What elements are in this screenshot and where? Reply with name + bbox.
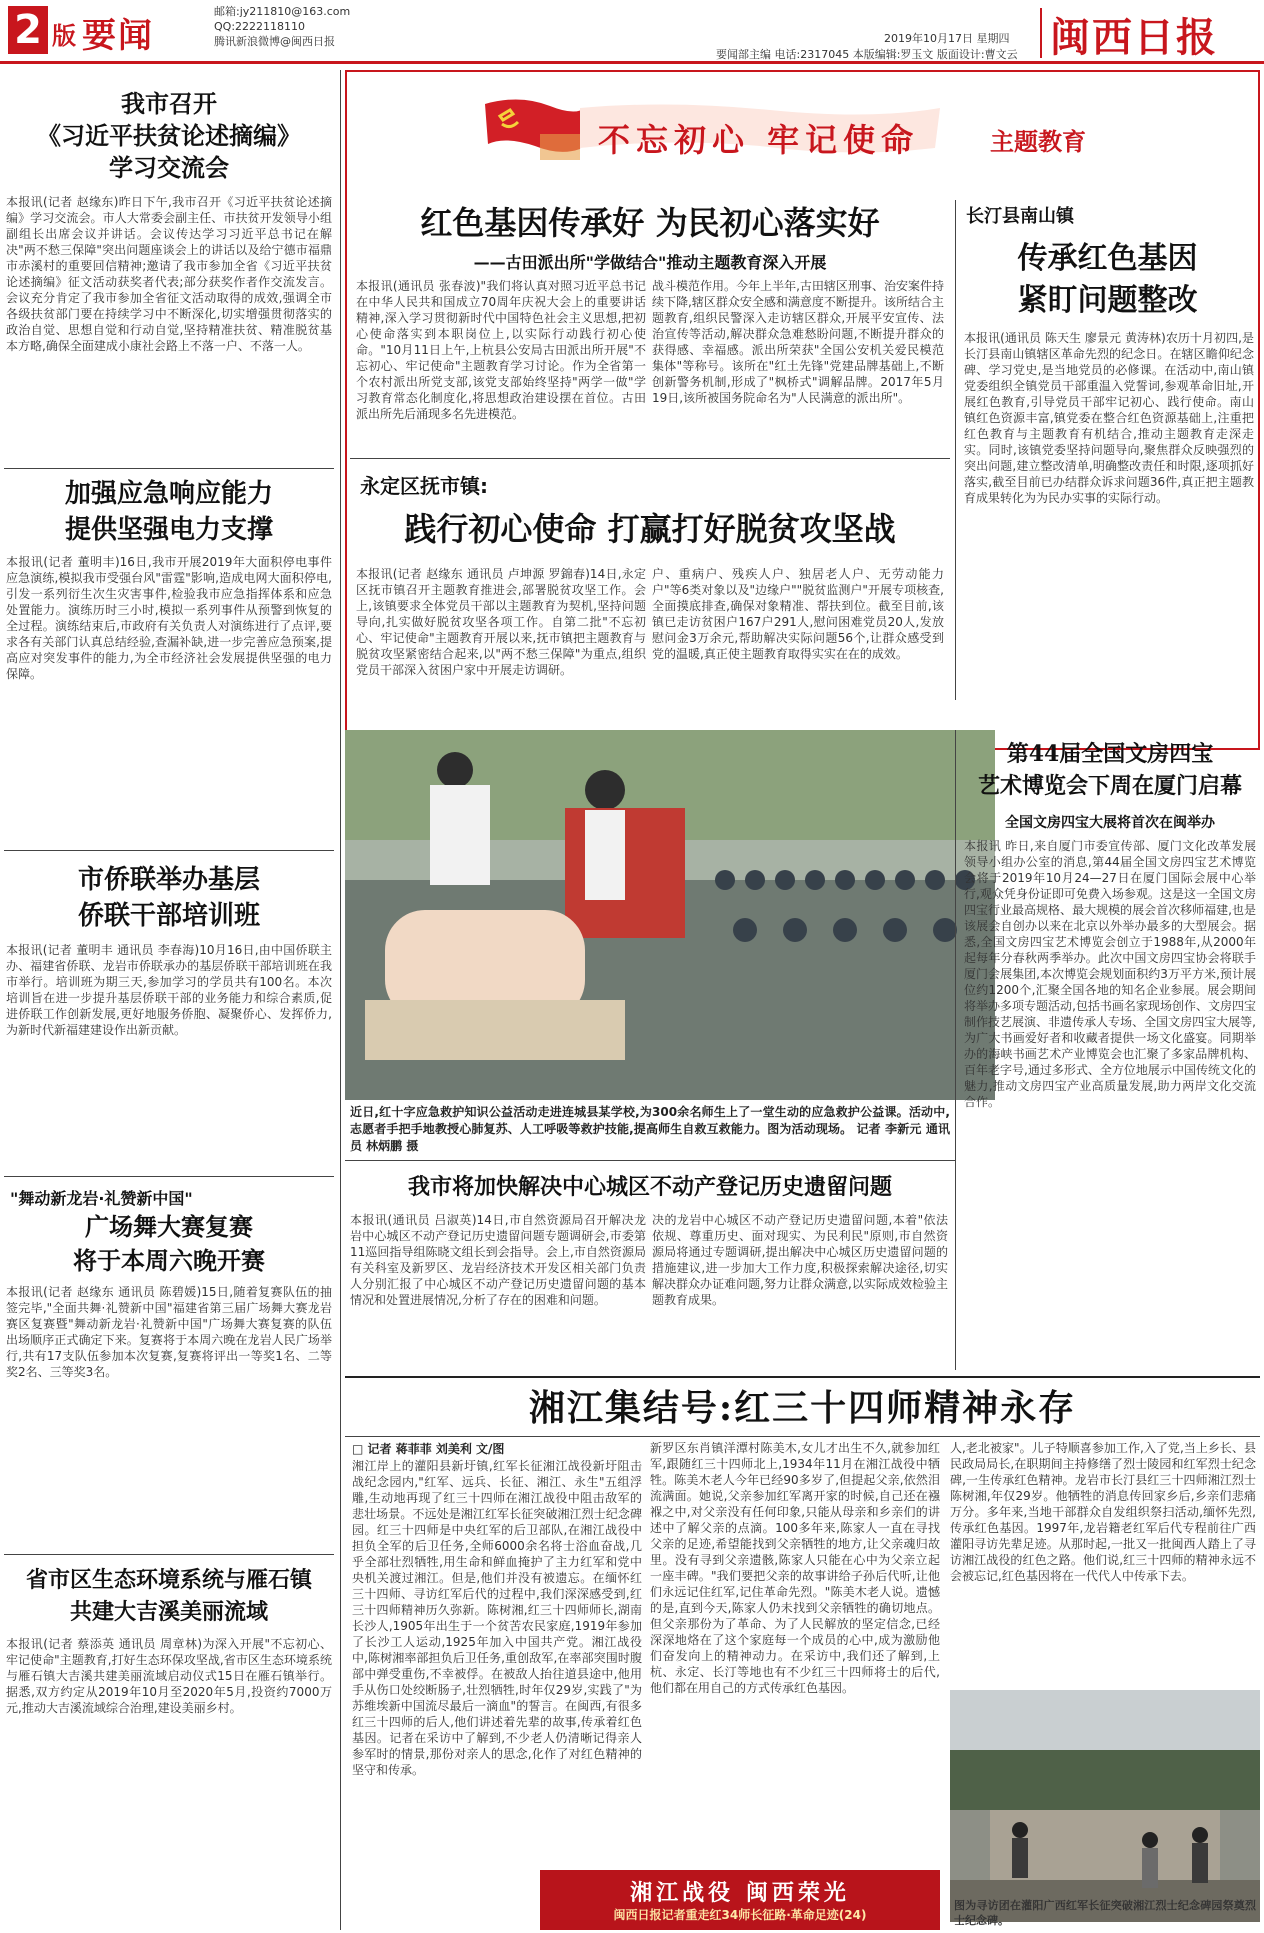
date-line: 2019年10月17日 星期四	[884, 32, 1010, 45]
article-body: 本报讯(记者 赵缘东)昨日下午,我市召开《习近平扶贫论述摘编》学习交流会。市人大常委会副主任、市扶贫开发领导小组副组长出席会议并讲话。会议传达学习习近平总书记在解决"两不愁三保障"突出问题座谈会上的讲话以及给宁德市福鼎市赤溪村的重要回信精神;邀请了我市参加全省《习近平扶贫论述摘编》征文活动获奖者代表;部分获奖作者作交流发言。会议充分肯定了我市参加全省征文活动取得的成效,强调全市各级扶贫部门要在持续学习中不断深化,切实增强贯彻落实的政治自觉、思想自觉和行动自觉,坚持精准扶贫、精准脱贫基本方略,确保全面建成小康社会路上不落一户、不落一人。	[6, 195, 332, 353]
title-line: 学习交流会	[109, 153, 229, 182]
title-line: 将于本周六晚开赛	[73, 1246, 265, 1275]
article-body: 决的龙岩中心城区不动产登记历史遗留问题,本着"依法依规、尊重历史、面对现实、为民利民"原则,市自然资源局将通过专题调研,提出解决中心城区历史遗留问题的措施建议,进一步加大工作力度,积极探索解决途径,切实解决群众办证难问题,努力让群众满意,以实际成效检验主题教育成果。	[652, 1213, 948, 1307]
masthead-divider	[1040, 8, 1042, 58]
series-subtitle: 闽西日报记者重走红34师长征路·革命足迹(24)	[613, 1908, 867, 1922]
article-subtitle: ——古田派出所"学做结合"推动主题教育深入开展	[473, 253, 827, 272]
article-body: 本报讯(通讯员 陈天生 廖景元 黄涛林)农历十月初四,是长汀县南山镇辖区革命先烈的纪念日。在辖区瞻仰纪念碑、学习党史,是当地党员的必修课。在活动中,南山镇党委组织全镇党员干部重温入党誓词,参观革命旧址,开展红色教育,引导党员干部牢记初心、践行使命。南山镇红色资源丰富,镇党委在整合红色资源基础上,注重把红色教育与主题教育有机结合,推动主题教育走深走实。同时,该镇党委坚持问题导向,聚焦群众反映强烈的突出问题,建立整改清单,明确整改责任和时限,逐项抓好落实,截至目前已办结群众诉求问题36件,真正把主题教育成果转化为为民办实事的实际行动。	[964, 331, 1254, 505]
article-body: 本报讯(通讯员 张春波)"我们将认真对照习近平总书记在中华人民共和国成立70周年庆祝大会上的重要讲话精神,深入学习贯彻新时代中国特色社会主义思想,把初心使命落实到本职岗位上,以实际行动践行初心使命。"10月11日上午,上杭县公安局古田派出所开展"不忘初心、牢记使命"主题教育学习讨论。作为全省第一个农村派出所党支部,该党支部始终坚持"两学一做"学习教育常态化制度化,将思想政治建设摆在首位。古田派出所先后涌现多名先进模范。	[356, 279, 646, 421]
article-body: 新罗区东肖镇洋潭村陈美木,女儿才出生不久,就参加红军,跟随红三十四师北上,1934年11月在湘江战役中牺牲。陈美木老人今年已经90多岁了,但提起父亲,依然泪流满面。她说,父亲参加红军离开家的时候,自己还在襁褓之中,对父亲没有任何印象,只能从母亲和乡亲们的讲述中了解父亲的点滴。100多年来,陈家人一直在寻找父亲的足迹,希望能找到父亲牺牲的地方,让父亲魂归故里。没有寻到父亲遗骸,陈家人只能在心中为父亲立起一座丰碑。"我们要把父亲的故事讲给子孙后代听,让他们永远记住红军,记住革命先烈。"陈美木老人说。遗憾的是,直到今天,陈家人仍未找到父亲牺牲的确切地点。但父亲那份为了革命、为了人民解放的坚定信念,已经深深地烙在了这个家庭每一个成员的心中,成为激励他们奋发向上的精神动力。在采访中,我们还了解到,上杭、永定、长汀等地也有不少红三十四师将士的后代,他们都在用自己的方式传承红色基因。	[650, 1441, 940, 1695]
article-title	[0, 1564, 338, 1628]
article-title	[960, 238, 1255, 322]
cpr-training-photo	[345, 730, 995, 1100]
weibo-text: 腾讯新浪微博@闽西日报	[214, 35, 335, 48]
article-title	[0, 862, 338, 934]
staff-line: 要闻部主编 电话:2317045 本版编辑:罗玉文 版面设计:曹文云	[716, 48, 1018, 61]
series-banner	[540, 1870, 940, 1930]
article-body: 本报讯(记者 董明丰)16日,我市开展2019年大面积停电事件应急演练,模拟我市受强台风"雷霆"影响,造成电网大面积停电,引发一系列衍生次生灾害事件,检验我市应急指挥体系和应急处置能力。演练历时三小时,模拟一系列事件从预警到恢复的全过程。演练结束后,市政府有关负责人对演练进行了点评,要求各有关部门认真总结经验,查漏补缺,进一步完善应急预案,提高应对突发事件的能力,为全市经济社会发展提供坚强的电力保障。	[6, 555, 332, 681]
series-title: 湘江战役 闽西荣光	[630, 1880, 850, 1906]
memorial-visit-photo	[950, 1690, 1260, 1922]
divider	[345, 1160, 955, 1161]
title-line: 广场舞大赛复赛	[85, 1212, 253, 1241]
photo-illustration	[345, 730, 995, 1100]
contact-info	[214, 4, 350, 49]
email-text: 邮箱:jy211810@163.com	[214, 5, 351, 18]
article-body: 本报讯(记者 赵缘东 通讯员 卢坤源 罗錦春)14日,永定区抚市镇召开主题教育推进会,部署脱贫攻坚工作。会上,该镇要求全体党员干部以主题教育为契机,坚持问题导向,扎实做好脱贫攻坚各项工作。自第二批"不忘初心、牢记使命"主题教育开展以来,抚市镇把主题教育与脱贫攻坚紧密结合起来,以"两不愁三保障"为重点,组织党员干部深入贫困户家中开展走访调研。	[356, 567, 646, 677]
feature-title: 湘江集结号:红三十四师精神永存	[528, 1387, 1077, 1429]
article-subtitle: 全国文房四宝大展将首次在闽举办	[1005, 815, 1215, 831]
article-title	[960, 738, 1260, 802]
title-line: 市侨联举办基层	[77, 865, 260, 895]
article-body: 本报讯(记者 赵缘东 通讯员 陈碧媛)15日,随着复赛队伍的抽签完毕,"全面共舞·礼赞新中国"福建省第三届广场舞大赛龙岩赛区复赛暨"舞动新龙岩·礼赞新中国"广场舞大赛复赛的队伍出场顺序正式确定下来。复赛将于本周六晚在龙岩人民广场举行,共有17支队伍参加本次复赛,复赛将评出一等奖1名、二等奖2名、三等奖3名。	[6, 1285, 332, 1379]
divider	[4, 1176, 334, 1177]
newspaper-logo: 闽西日报	[1050, 14, 1218, 61]
page-number: 2	[8, 6, 48, 54]
title-line: 加强应急响应能力	[64, 479, 273, 509]
article-kicker: "舞动新龙岩·礼赞新中国"	[10, 1189, 193, 1208]
column-divider	[955, 730, 956, 1370]
page-label: 版	[52, 22, 76, 50]
title-line: 我市召开	[121, 89, 217, 118]
feature-byline: □ 记者 蒋菲菲 刘美利 文/图	[352, 1442, 505, 1456]
column-divider	[340, 70, 341, 1930]
divider	[4, 850, 334, 851]
article-body: 本报讯(记者 蔡添英 通讯员 周章林)为深入开展"不忘初心、牢记使命"主题教育,打好生态环保攻坚战,省市区生态环境系统与雁石镇大吉溪共建美丽流域启动仪式15日在雁石镇举行。据悉,双方约定从2019年10月至2020年5月,投资约7000万元,推动大吉溪流域综合治理,建设美丽乡村。	[6, 1637, 332, 1715]
article-kicker: 永定区抚市镇:	[360, 474, 488, 498]
article-kicker: 长汀县南山镇	[966, 206, 1074, 227]
article-body: 本报讯(记者 董明丰 通讯员 李春海)10月16日,由中国侨联主办、福建省侨联、龙岩市侨联承办的基层侨联干部培训班在我市举行。培训班为期三天,参加学习的学员共有100名。本次培训旨在进一步提升基层侨联干部的业务能力和综合素质,促进侨联工作创新发展,更好地服务侨胞、凝聚侨心、发挥侨力,为新时代新福建建设作出新贡献。	[6, 943, 332, 1037]
article-title: 践行初心使命 打赢打好脱贫攻坚战	[404, 510, 896, 548]
title-line: 传承红色基因	[1017, 241, 1198, 276]
title-line: 第44届全国文房四宝	[1006, 741, 1214, 767]
title-line: 紧盯问题整改	[1017, 283, 1198, 318]
divider	[350, 458, 950, 459]
qq-text: QQ:2222118110	[214, 20, 306, 33]
article-title	[0, 476, 338, 548]
divider	[4, 1554, 334, 1555]
title-line: 省市区生态环境系统与雁石镇	[25, 1567, 312, 1593]
title-line: 侨联干部培训班	[77, 901, 260, 931]
title-line: 共建大吉溪美丽流域	[69, 1599, 268, 1625]
article-body: 战斗模范作用。今年上半年,古田辖区刑事、治安案件持续下降,辖区群众安全感和满意度不断提升。该所结合主题教育,组织民警深入走访辖区群众,开展平安宣传、法治宣传等活动,解决群众急难愁盼问题,不断提升群众的获得感、幸福感。派出所荣获"全国公安机关爱民模范集体"等称号。该所在"红土先锋"党建品牌基础上,不断创新警务机制,形成了"枫桥式"调解品牌。2017年5月19日,该所被国务院命名为"人民满意的派出所"。	[652, 279, 944, 405]
article-body: 人,老北被家"。儿子特顺喜参加工作,入了党,当上乡长、县民政局局长,在职期间主持修缮了烈士陵园和红军烈士纪念碑,一生传承红色精神。龙岩市长汀县红三十四师湘江烈士陈树湘,年仅29岁。他牺牲的消息传回家乡后,乡亲们悲痛万分。多年来,当地干部群众自发组织祭扫活动,缅怀先烈,传承红色基因。1997年,龙岩籍老红军后代专程前往广西灌阳寻访先辈足迹。从那时起,一批又一批闽西人踏上了寻访湘江战役的红色之路。他们说,红三十四师的精神永远不会被忘记,红色基因将在一代代人中传承下去。	[950, 1441, 1256, 1583]
article-body: 本报讯 昨日,来自厦门市委宣传部、厦门文化改革发展领导小组办公室的消息,第44届全国文房四宝艺术博览会将于2019年10月24—27日在厦门国际会展中心举行,观众凭身份证即可免费入场参观。这是这一全国文房四宝行业最高规格、最大规模的展会首次移师福建,也是该展会自创办以来在北京以外举办最多的大型展会。据悉,全国文房四宝艺术博览会创立于1988年,从2000年起每年分春秋两季举办。此次中国文房四宝协会将联手厦门会展集团,本次博览会规划面积约3万平方米,预计展位约1200个,汇聚全国各地的知名企业参展。展会期间将举办多项专题活动,包括书画名家现场创作、文房四宝制作技艺展演、非遗传承人专场、全国文房四宝大展等,为广大书画爱好者和收藏者提供一场文化盛宴。同期举办的海峡书画艺术产业博览会也汇聚了多家品牌机构、百年老字号,通过多形式、全方位地展示中国传统文化的魅力,推动文房四宝产业高质量发展,助力两岸文化交流合作。	[964, 839, 1256, 1109]
title-line: 艺术博览会下周在厦门启幕	[977, 773, 1242, 799]
left-column	[0, 70, 338, 1930]
article-title	[0, 1210, 338, 1278]
photo-illustration	[950, 1690, 1260, 1922]
section-name: 要闻	[82, 16, 154, 56]
article-body: 湘江岸上的灌阳县新圩镇,红军长征湘江战役新圩阻击战纪念园内,"红军、远兵、长征、湘江、永生"五组浮雕,生动地再现了红三十四师在湘江战役中阻击敌军的悲壮场景。不远处是湘江红军长征突破湘江烈士纪念碑园。红三十四师是中央红军的后卫部队,在湘江战役中担负全军的后卫任务,全师6000余名将士浴血奋战,几乎全部壮烈牺牲,用生命和鲜血掩护了主力红军和党中央机关渡过湘江。但是,他们并没有被遗忘。在缅怀红三十四师、寻访红军后代的过程中,我们深深感受到,红三十四师精神历久弥新。陈树湘,红三十四师师长,湖南长沙人,1905年出生于一个贫苦农民家庭,1919年参加了长沙工人运动,1925年加入中国共产党。湘江战役中,陈树湘率部担负后卫任务,重创敌军,在率部突围时腹部中弹受重伤,不幸被俘。在被敌人抬往道县途中,他用手从伤口处绞断肠子,壮烈牺牲,时年仅29岁,实践了"为苏维埃新中国流尽最后一滴血"的誓言。在闽西,有很多红三十四师的后人,他们讲述着先辈的故事,传承着红色基因。记者在采访中了解到,不少老人仍清晰记得亲人参军时的情景,那份对亲人的思念,化作了对红色精神的坚守和传承。	[352, 1459, 642, 1777]
divider	[345, 1376, 1260, 1378]
photo-caption: 图为寻访团在灌阳广西红军长征突破湘江烈士纪念碑园祭奠烈士纪念碑。	[954, 1899, 1256, 1927]
article-title: 我市将加快解决中心城区不动产登记历史遗留问题	[407, 1174, 892, 1200]
article-title	[0, 88, 338, 184]
title-line: 《习近平扶贫论述摘编》	[37, 121, 301, 150]
title-line: 提供坚强电力支撑	[64, 515, 273, 545]
article-body: 户、重病户、残疾人户、独居老人户、无劳动能力户"等6类对象以及"边缘户""脱贫监测户"开展专项核查,全面摸底排查,确保对象精准、帮扶到位。截至目前,该镇已走访贫困户167户291人,慰问困难党员20人,发放慰问金3万余元,帮助解决实际问题56个,让群众感受到党的温暖,真正使主题教育取得实实在在的成效。	[652, 567, 944, 661]
divider	[4, 468, 334, 469]
divider	[345, 1436, 1260, 1437]
theme-slogan: 不忘初心 牢记使命	[598, 121, 920, 159]
article-title: 红色基因传承好 为民初心落实好	[420, 204, 880, 242]
column-divider	[955, 200, 956, 700]
article-body: 本报讯(通讯员 吕淑英)14日,市自然资源局召开解决龙岩中心城区不动产登记历史遗留问题专题调研会,市委第11巡回指导组陈晓文组长到会指导。会上,市自然资源局有关科室及新罗区、龙岩经济技术开发区相关部门负责人分别汇报了中心城区不动产登记历史遗留问题的基本情况和处置进展情况,分析了存在的困难和问题。	[350, 1213, 646, 1307]
photo-caption: 近日,红十字应急救护知识公益活动走进连城县某学校,为300余名师生上了一堂生动的应急救护公益课。活动中,志愿者手把手地教授心肺复苏、人工呼吸等救护技能,提高师生自救互救能力。图为活动现场。 记者 李新元 通讯员 林炳鹏 摄	[350, 1105, 950, 1153]
theme-tag: 主题教育	[990, 128, 1086, 156]
